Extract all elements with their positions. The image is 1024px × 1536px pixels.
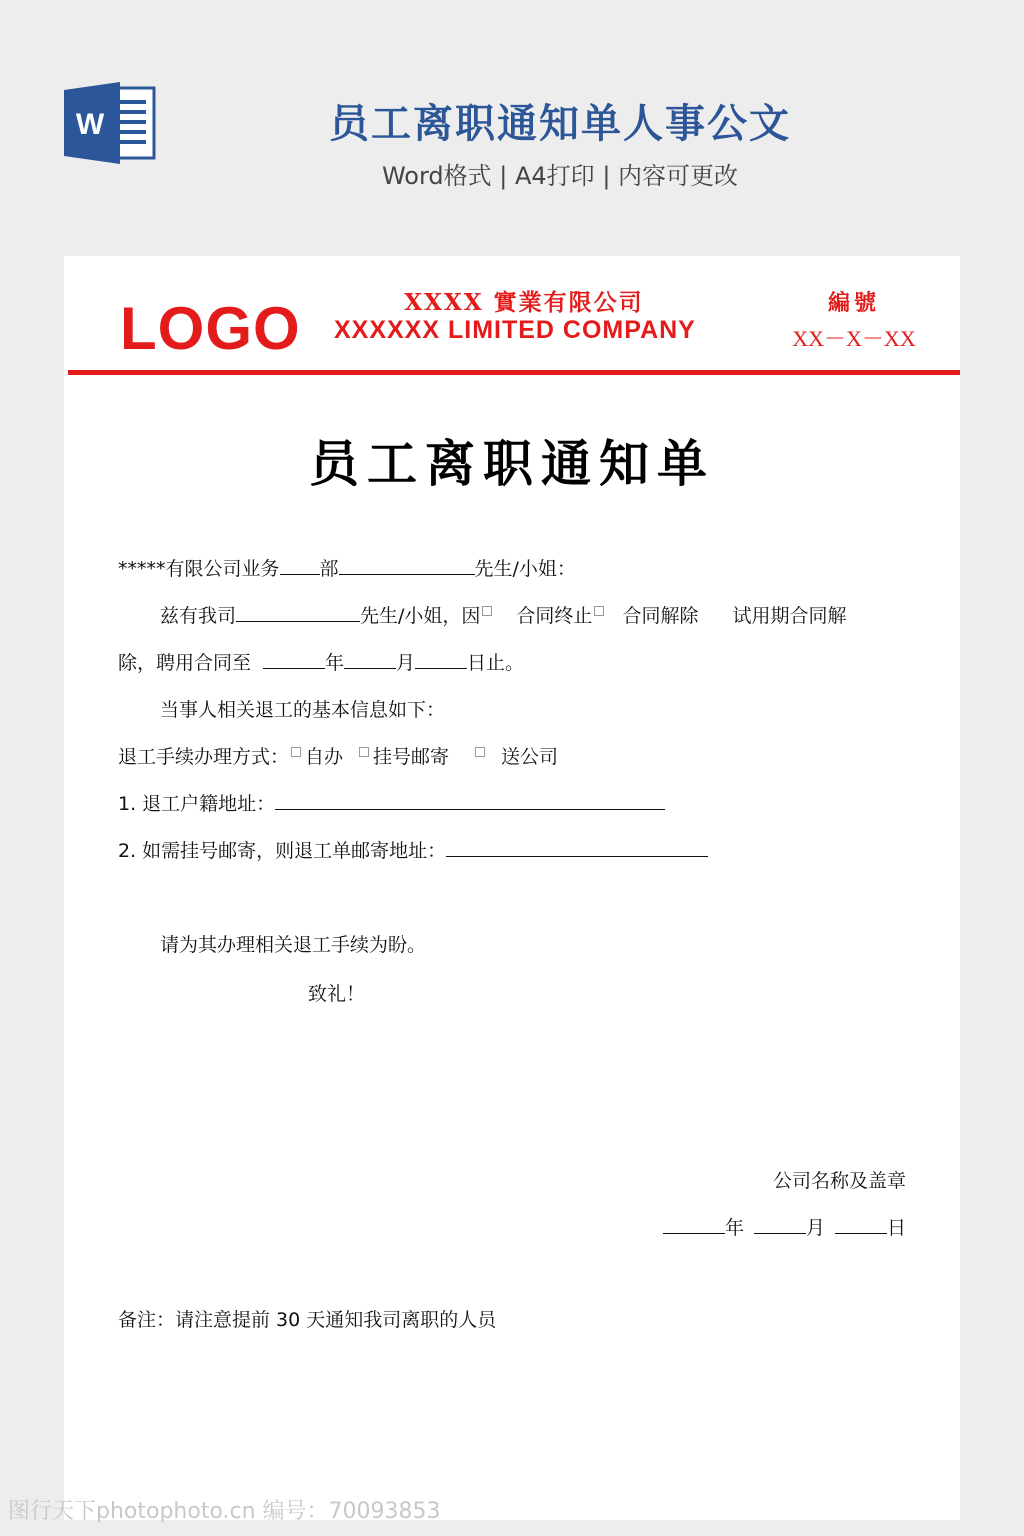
notice-line-2: 除，聘用合同至 年 月 日止。 [118,652,525,674]
checkbox-deliver[interactable] [475,747,485,757]
word-icon [64,82,156,164]
checkbox-contract-terminate[interactable] [594,606,604,616]
day-blank[interactable] [415,650,467,669]
banner-subtitle: Word格式 | A4打印 | 内容可更改 [381,162,739,190]
remark-line: 备注：请注意提前 30 天通知我司离职的人员 [118,1309,497,1331]
checkbox-self[interactable] [291,747,301,757]
mailing-address-blank[interactable] [446,838,708,857]
registered-address-blank[interactable] [275,791,665,810]
signature-line: 公司名称及盖章 [772,1170,906,1192]
banner-title: 员工离职通知单人事公文 [329,101,791,147]
closing-line: 致礼！ [308,983,366,1005]
dept-blank[interactable] [280,556,320,575]
sign-year-blank[interactable] [663,1215,725,1234]
document-page [64,256,960,1520]
date-line: 年 月 日 [663,1213,906,1240]
sign-month-blank[interactable] [754,1215,806,1234]
logo-placeholder: LOGO [120,295,301,362]
month-blank[interactable] [344,650,396,669]
year-blank[interactable] [263,650,325,669]
document-title: 员工离职通知单 [309,434,715,493]
company-name-en: XXXXXX LIMITED COMPANY [334,316,696,344]
employee-name-blank[interactable] [236,603,360,622]
checkbox-contract-end[interactable] [482,606,492,616]
watermark-text: 图行天下photophoto.cn 编号：70093853 [8,1499,441,1524]
method-line: 退工手续办理方式： 自办 挂号邮寄 送公司 [118,746,559,768]
notice-line-1: 兹有我司 先生/小姐，因 合同终止 合同解除 试用期合同解 [160,605,847,627]
info-intro: 当事人相关退工的基本信息如下： [160,699,446,721]
item-1: 1. 退工户籍地址： [118,791,665,817]
serial-value: XX－X－XX [792,326,916,351]
salutation-line: *****有限公司业务 部 先生/小姐： [118,558,576,580]
checkbox-mail[interactable] [359,747,369,757]
item-2: 2. 如需挂号邮寄，则退工单邮寄地址： [118,838,708,864]
sign-day-blank[interactable] [835,1215,887,1234]
request-line: 请为其办理相关退工手续为盼。 [160,934,427,956]
serial-label: 編號 [827,290,880,316]
header-divider [68,370,960,375]
svg-text:W: W [75,108,105,141]
company-name-cn: XXXX 實業有限公司 [404,289,644,316]
name-blank[interactable] [339,556,475,575]
